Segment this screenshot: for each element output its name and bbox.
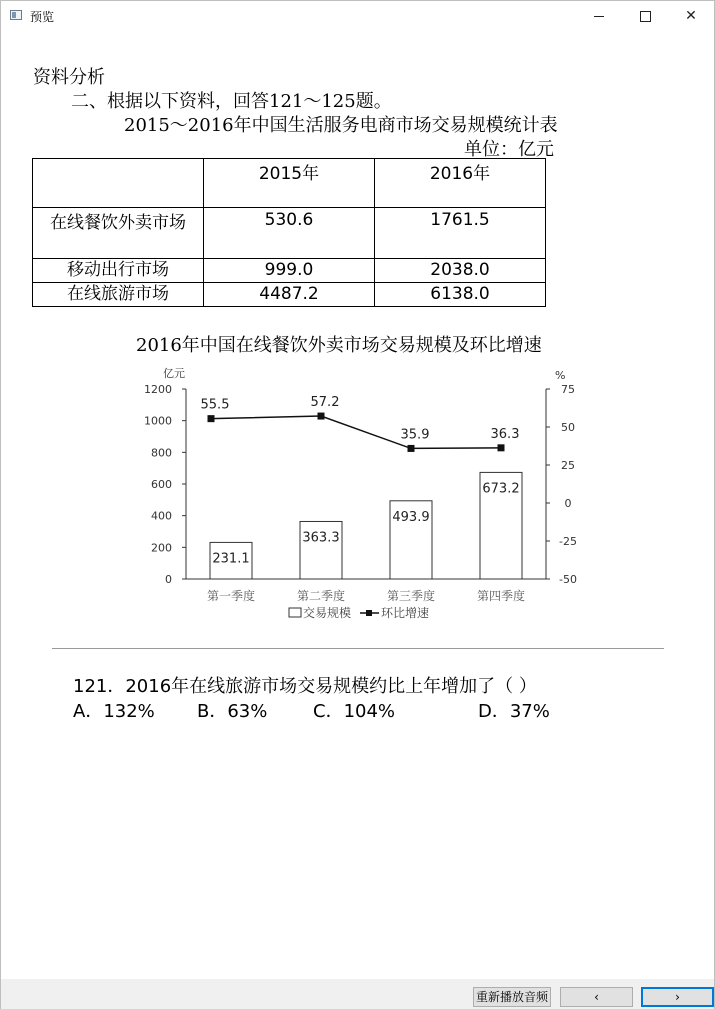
stats-table — [32, 158, 546, 307]
bar-value-label: 363.3 — [302, 530, 340, 546]
section-title: 资料分析 — [33, 67, 105, 88]
y-tick-label: 200 — [151, 541, 172, 555]
growth-point — [498, 444, 505, 451]
option-c[interactable]: C．104% — [313, 701, 396, 722]
table-unit: 单位：亿元 — [464, 139, 554, 160]
y-axis-label: 亿元 — [163, 367, 185, 380]
bar-value-label: 493.9 — [392, 509, 430, 525]
cell-2016: 1761.5 — [375, 208, 546, 259]
app-icon — [10, 10, 22, 20]
y2-tick-label: 25 — [561, 459, 575, 472]
table-row — [33, 208, 546, 259]
table-row — [33, 259, 546, 283]
window-title: 预览 — [30, 10, 55, 24]
y-tick-label: 600 — [151, 478, 172, 491]
growth-point — [208, 415, 215, 422]
y2-tick-label: 75 — [561, 383, 575, 396]
y-tick-label: 400 — [151, 509, 172, 523]
bar-value-label: 231.1 — [212, 551, 250, 567]
title-bar[interactable] — [1, 1, 714, 31]
maximize-icon — [640, 11, 651, 22]
close-button[interactable] — [668, 1, 714, 31]
cell-2015: 530.6 — [204, 208, 375, 259]
option-b[interactable]: B．63% — [197, 701, 268, 722]
growth-value-label: 36.3 — [490, 426, 520, 442]
growth-point — [318, 413, 325, 420]
growth-line — [211, 416, 501, 448]
x-tick-label: 第三季度 — [386, 589, 436, 603]
chart — [131, 361, 591, 626]
header-cell-empty — [33, 159, 204, 208]
row-label: 在线旅游市场 — [33, 283, 204, 307]
y-tick-label: 1200 — [144, 383, 172, 396]
x-tick-label: 第二季度 — [296, 589, 346, 603]
document-content — [1, 31, 714, 979]
replay-audio-button[interactable]: 重新播放音频 — [473, 987, 551, 1007]
minimize-button[interactable] — [576, 1, 622, 31]
y2-tick-label: -25 — [559, 535, 577, 548]
legend-bar-swatch — [289, 608, 301, 617]
row-label: 移动出行市场 — [33, 259, 204, 283]
bar-value-label: 673.2 — [482, 481, 520, 497]
minimize-icon — [594, 16, 604, 17]
row-label: 在线餐饮外卖市场 — [33, 208, 204, 259]
y2-tick-label: 0 — [564, 497, 572, 510]
growth-value-label: 55.5 — [200, 397, 230, 413]
maximize-button[interactable] — [622, 1, 668, 31]
y-tick-label: 1000 — [144, 414, 172, 428]
growth-point — [408, 445, 415, 452]
y2-tick-label: -50 — [559, 573, 577, 586]
bottom-toolbar — [1, 979, 714, 1009]
legend-line-marker — [366, 610, 372, 616]
header-cell-2015: 2015年 — [204, 159, 375, 208]
question-text: 121．2016年在线旅游市场交易规模约比上年增加了（ ） — [73, 676, 537, 697]
option-a[interactable]: A．132% — [73, 701, 155, 722]
table-title: 2015～2016年中国生活服务电商市场交易规模统计表 — [124, 115, 558, 136]
legend-bar-label: 交易规模 — [303, 606, 352, 620]
growth-value-label: 57.2 — [310, 395, 340, 411]
divider — [52, 648, 664, 649]
chart-title: 2016年中国在线餐饮外卖市场交易规模及环比增速 — [136, 335, 542, 356]
cell-2015: 999.0 — [204, 259, 375, 283]
header-cell-2016: 2016年 — [375, 159, 546, 208]
cell-2016: 6138.0 — [375, 283, 546, 307]
table-header-row — [33, 159, 546, 208]
instruction-text: 二、根据以下资料，回答121～125题。 — [71, 91, 392, 112]
option-d[interactable]: D．37% — [478, 701, 550, 722]
close-icon: ✕ — [685, 8, 697, 24]
x-tick-label: 第四季度 — [476, 589, 526, 603]
cell-2015: 4487.2 — [204, 283, 375, 307]
previous-button[interactable]: ‹ — [560, 987, 633, 1007]
growth-value-label: 35.9 — [400, 427, 430, 443]
table-row — [33, 283, 546, 307]
legend-line-label: 环比增速 — [381, 606, 430, 620]
next-button[interactable]: › — [641, 987, 714, 1007]
y-tick-label: 0 — [165, 573, 172, 586]
y2-tick-label: 50 — [561, 421, 575, 434]
cell-2016: 2038.0 — [375, 259, 546, 283]
x-tick-label: 第一季度 — [206, 589, 256, 603]
y2-axis-label: % — [555, 369, 566, 382]
y-tick-label: 800 — [151, 446, 172, 460]
